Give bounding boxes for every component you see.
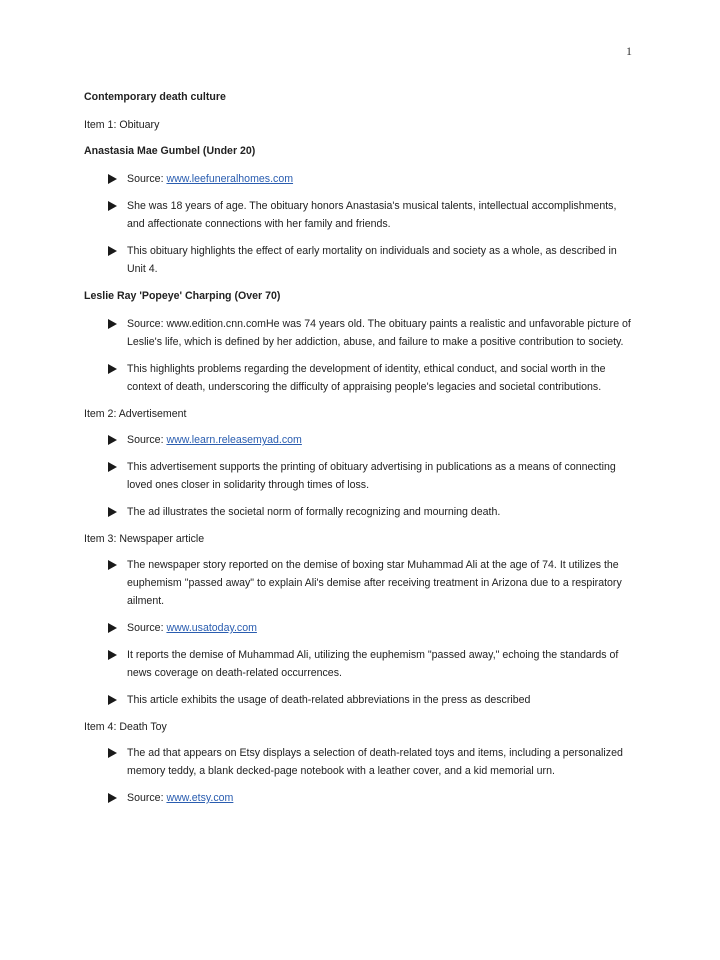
- bullet-text: Source: www.edition.cnn.comHe was 74 years old. The obituary paints a realistic and unfavorable picture of Leslie's life, which is defined by her addiction, abuse, and failure to make a positive contribution to society.: [127, 318, 631, 348]
- item-label: Item 2: Advertisement: [84, 408, 187, 420]
- source-link[interactable]: www.etsy.com: [166, 792, 234, 804]
- bullet-arrow-icon: [108, 560, 117, 570]
- item-label: Item 4: Death Toy: [84, 721, 167, 733]
- item-label: Item 1: Obituary: [84, 119, 160, 131]
- bullet-arrow-icon: [108, 174, 117, 184]
- bullet-text: This obituary highlights the effect of early mortality on individuals and society as a whole, as described in Unit 4.: [127, 245, 617, 275]
- source-link[interactable]: www.learn.releasemyad.com: [166, 434, 302, 446]
- bullet-item: [108, 197, 636, 233]
- bullet-list: [84, 431, 636, 521]
- bullet-text: She was 18 years of age. The obituary honors Anastasia's musical talents, intellectual accomplishments, and affectionate connections with her family and friends.: [127, 200, 617, 230]
- section-title: Leslie Ray 'Popeye' Charping (Over 70): [84, 290, 281, 302]
- bullet-arrow-icon: [108, 650, 117, 660]
- source-link[interactable]: www.usatoday.com: [166, 622, 257, 634]
- bullet-item: [108, 789, 636, 807]
- bullet-item: [108, 744, 636, 780]
- bullet-item: [108, 458, 636, 494]
- source-link[interactable]: www.leefuneralhomes.com: [166, 173, 294, 185]
- bullet-item: [108, 360, 636, 396]
- bullet-arrow-icon: [108, 319, 117, 329]
- bullet-item: [108, 691, 636, 709]
- bullet-arrow-icon: [108, 246, 117, 256]
- bullet-text: This highlights problems regarding the development of identity, ethical conduct, and social worth in the context of death, underscoring the difficulty of appraising people's legacies and societal contributions.: [127, 363, 606, 393]
- bullet-arrow-icon: [108, 695, 117, 705]
- bullet-item: [108, 503, 636, 521]
- source-prefix: Source:: [127, 622, 167, 634]
- bullet-list: [84, 556, 636, 709]
- document-title: Contemporary death culture: [84, 91, 226, 103]
- bullet-text: This advertisement supports the printing of obituary advertising in publications as a means of connecting loved ones closer in solidarity through times of loss.: [127, 461, 616, 491]
- bullet-arrow-icon: [108, 507, 117, 517]
- item-label: Item 3: Newspaper article: [84, 533, 205, 545]
- bullet-text: It reports the demise of Muhammad Ali, utilizing the euphemism "passed away," echoing the standards of news coverage on death-related occurrences.: [127, 649, 619, 679]
- bullet-item: [108, 170, 636, 188]
- bullet-text: The ad illustrates the societal norm of formally recognizing and mourning death.: [127, 506, 501, 518]
- items-container: [84, 116, 636, 807]
- document-body: [84, 88, 636, 816]
- bullet-arrow-icon: [108, 793, 117, 803]
- bullet-item: [108, 431, 636, 449]
- bullet-arrow-icon: [108, 364, 117, 374]
- bullet-arrow-icon: [108, 435, 117, 445]
- bullet-list: [84, 315, 636, 396]
- bullet-text: The ad that appears on Etsy displays a selection of death-related toys and items, including a personalized memory teddy, a blank decked-page notebook with a leather cover, and a kid memorial urn.: [127, 747, 623, 777]
- bullet-item: [108, 315, 636, 351]
- bullet-item: [108, 646, 636, 682]
- page-number: 1: [626, 44, 632, 58]
- bullet-item: [108, 242, 636, 278]
- bullet-text: This article exhibits the usage of death-related abbreviations in the press as described: [127, 694, 531, 706]
- bullet-arrow-icon: [108, 748, 117, 758]
- bullet-item: [108, 556, 636, 610]
- bullet-arrow-icon: [108, 623, 117, 633]
- bullet-arrow-icon: [108, 462, 117, 472]
- bullet-list: [84, 170, 636, 278]
- source-prefix: Source:: [127, 173, 167, 185]
- source-prefix: Source:: [127, 792, 167, 804]
- bullet-list: [84, 744, 636, 807]
- bullet-item: [108, 619, 636, 637]
- section-title: Anastasia Mae Gumbel (Under 20): [84, 145, 256, 157]
- bullet-text: The newspaper story reported on the demise of boxing star Muhammad Ali at the age of 74. It utilizes the euphemism "passed away" to explain Ali's demise after receiving treatment in Arizona due to a respiratory ailment.: [127, 559, 622, 607]
- bullet-arrow-icon: [108, 201, 117, 211]
- source-prefix: Source:: [127, 434, 167, 446]
